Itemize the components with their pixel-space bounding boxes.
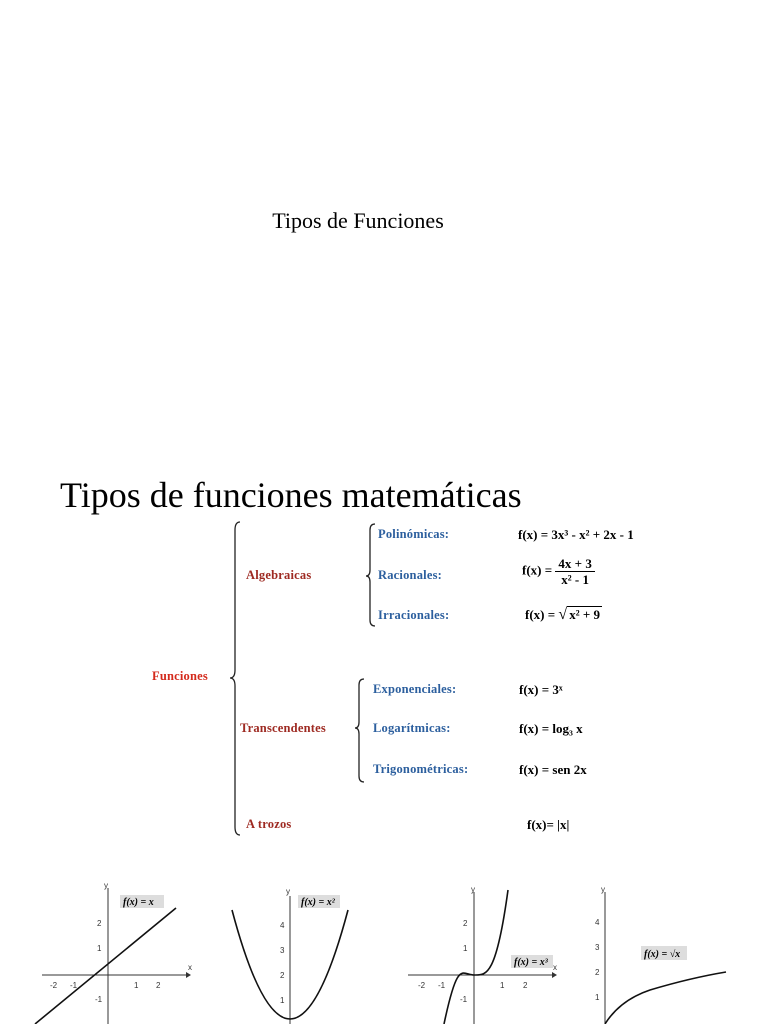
exponenciales-formula: f(x) = 3ˣ [519,682,563,697]
polinomicas-formula: f(x) = 3x³ - x² + 2x - 1 [518,527,634,542]
section-title: Tipos de funciones matemáticas [60,475,522,515]
graph-sqrt [595,885,726,1024]
irracionales-radicand: x² + 9 [569,607,600,622]
root-label: Funciones [152,669,208,683]
svg-text:x: x [553,963,557,972]
irracionales-lhs: f(x) = [525,607,556,622]
racionales-formula [522,556,595,587]
page-title: Tipos de Funciones [272,208,444,233]
svg-text:1: 1 [595,993,600,1002]
trigonometricas-label: Trigonométricas: [373,762,469,776]
svg-text:y: y [601,885,605,894]
svg-text:-1: -1 [460,995,468,1004]
a-trozos-formula: f(x)= |x| [527,817,570,832]
racionales-lhs: f(x) = [522,562,553,578]
polinomicas-label: Polinómicas: [378,527,450,541]
svg-text:1: 1 [134,981,139,990]
svg-text:1: 1 [280,996,285,1005]
graph-3-label: f(x) = x³ [514,957,548,968]
a-trozos-label: A trozos [246,817,292,831]
function-graphs [0,878,768,1024]
svg-text:y: y [286,887,290,896]
svg-text:-2: -2 [418,981,426,990]
graph-square [232,887,348,1024]
main-brace [230,522,240,835]
transcendentes-label: Transcendentes [240,721,326,735]
algebraicas-label: Algebraicas [246,568,312,582]
svg-text:4: 4 [280,921,285,930]
svg-text:2: 2 [595,968,600,977]
svg-text:2: 2 [97,919,102,928]
svg-text:3: 3 [595,943,600,952]
algebraicas-brace [366,524,375,626]
racionales-fraction [555,556,594,587]
racionales-numerator: 4x + 3 [555,556,594,572]
exponenciales-label: Exponenciales: [373,682,457,696]
trigonometricas-formula: f(x) = sen 2x [519,762,587,777]
svg-text:4: 4 [595,918,600,927]
svg-text:3: 3 [280,946,285,955]
graph-2-label: f(x) = x² [301,897,335,908]
svg-text:1: 1 [97,944,102,953]
svg-text:x: x [188,963,192,972]
svg-text:-1: -1 [438,981,446,990]
logaritmicas-formula: f(x) = log₃ x [519,721,583,736]
svg-text:2: 2 [463,919,468,928]
logaritmicas-label: Logarítmicas: [373,721,451,735]
transcendentes-brace [355,679,364,782]
sqrt-symbol: √ [558,606,568,623]
svg-text:2: 2 [523,981,528,990]
irracionales-formula [525,606,602,624]
svg-text:2: 2 [156,981,161,990]
svg-text:y: y [104,881,108,890]
graph-1-label: f(x) = x [123,897,154,908]
svg-text:-2: -2 [50,981,58,990]
svg-text:y: y [471,885,475,894]
svg-text:-1: -1 [95,995,103,1004]
svg-text:1: 1 [500,981,505,990]
graph-cube [408,885,557,1024]
irracionales-label: Irracionales: [378,608,450,622]
svg-text:1: 1 [463,944,468,953]
svg-text:-1: -1 [70,981,78,990]
graph-4-label: f(x) = √x [644,949,681,960]
graph-identity [35,881,192,1024]
svg-text:2: 2 [280,971,285,980]
racionales-label: Racionales: [378,568,442,582]
racionales-denominator: x² - 1 [561,572,589,587]
